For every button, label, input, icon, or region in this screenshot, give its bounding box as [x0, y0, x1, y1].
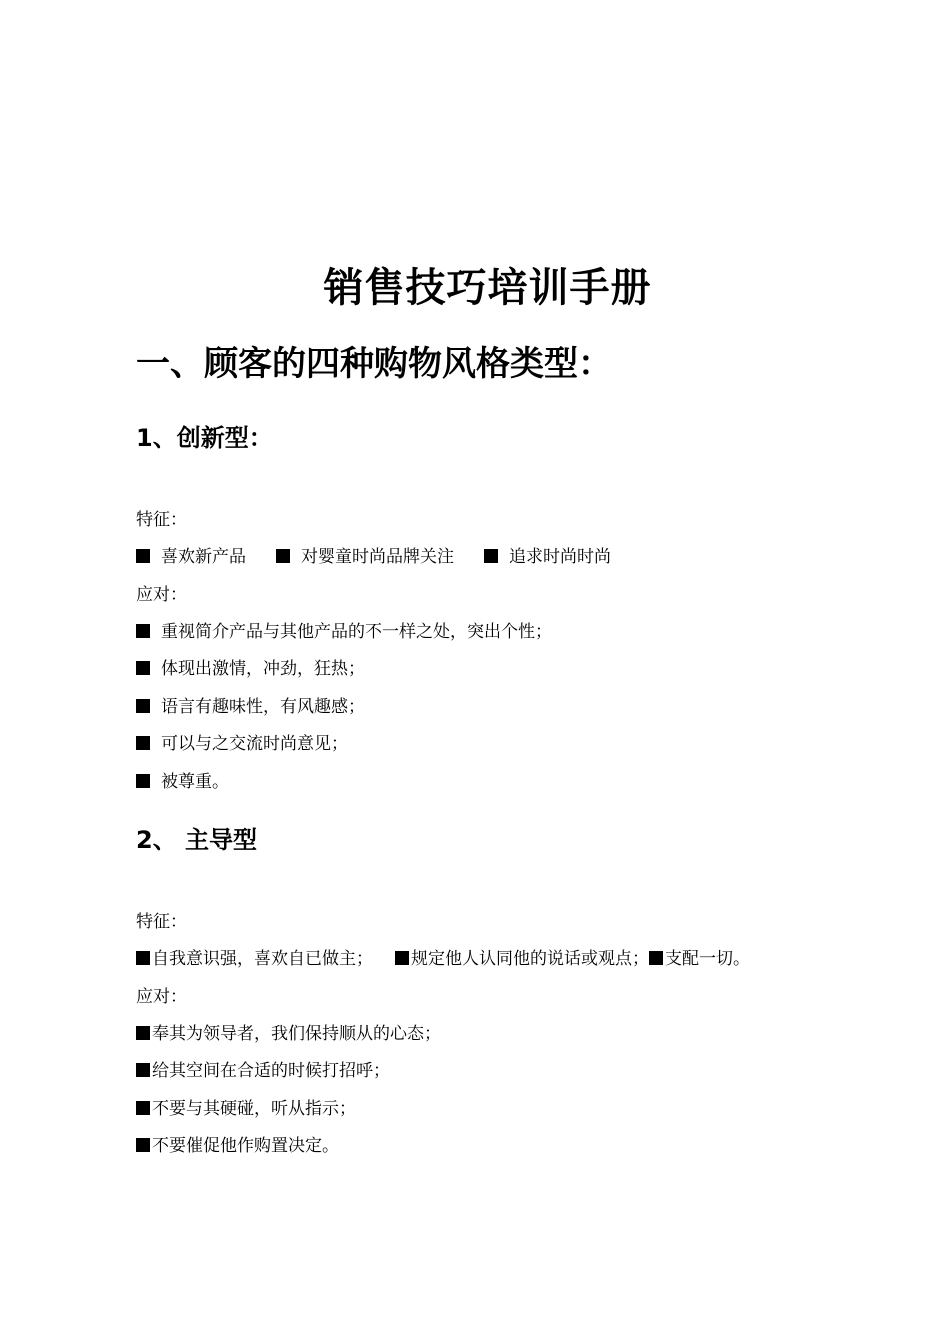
- response-text: 不要催促他作购置决定。: [152, 1136, 339, 1156]
- list-item: [136, 1059, 390, 1083]
- subsection-1-heading: 1、创新型：: [136, 424, 273, 452]
- black-square-bullet-icon: [136, 661, 150, 675]
- feature-text: 支配一切。: [665, 949, 750, 969]
- response-text: 奉其为领导者，我们保持顺从的心态；: [152, 1024, 441, 1044]
- black-square-bullet-icon: [136, 699, 150, 713]
- list-item: [136, 1097, 356, 1121]
- feature-item: [395, 947, 649, 971]
- black-square-bullet-icon: [136, 736, 150, 750]
- black-square-bullet-icon: [136, 1138, 150, 1152]
- response-text: 给其空间在合适的时候打招呼；: [152, 1061, 390, 1081]
- list-item: [136, 695, 365, 719]
- black-square-bullet-icon: [136, 1026, 150, 1040]
- black-square-bullet-icon: [276, 549, 290, 563]
- subsection-2-heading: 2、 主导型: [136, 826, 258, 854]
- list-item: [136, 732, 348, 756]
- response-text: 重视简介产品与其他产品的不一样之处，突出个性；: [161, 622, 552, 642]
- black-square-bullet-icon: [136, 774, 150, 788]
- response-text: 语言有趣味性，有风趣感；: [161, 697, 365, 717]
- feature-text: 喜欢新产品: [161, 547, 246, 567]
- feature-item: [649, 947, 750, 971]
- subsection-2-features-label: 特征：: [136, 912, 187, 932]
- feature-item: [484, 545, 611, 569]
- document-title: 销售技巧培训手册: [323, 265, 652, 311]
- response-text: 体现出激情，冲劲，狂热；: [161, 659, 365, 679]
- feature-text: 自我意识强，喜欢自已做主；: [152, 949, 373, 969]
- black-square-bullet-icon: [136, 951, 150, 965]
- feature-text: 对婴童时尚品牌关注: [301, 547, 454, 567]
- feature-item: [136, 947, 373, 971]
- list-item: [136, 770, 229, 794]
- black-square-bullet-icon: [136, 624, 150, 638]
- list-item: [136, 657, 365, 681]
- feature-item: [276, 545, 454, 569]
- subsection-2-features-row: [136, 947, 750, 971]
- black-square-bullet-icon: [136, 549, 150, 563]
- subsection-1-response-label: 应对：: [136, 585, 187, 605]
- section-title: 一、顾客的四种购物风格类型：: [136, 344, 612, 384]
- subsection-1-features-row: [136, 545, 611, 569]
- subsection-1-features-label: 特征：: [136, 510, 187, 530]
- black-square-bullet-icon: [136, 1063, 150, 1077]
- black-square-bullet-icon: [395, 951, 409, 965]
- black-square-bullet-icon: [136, 1101, 150, 1115]
- subsection-2-response-label: 应对：: [136, 987, 187, 1007]
- feature-text: 追求时尚时尚: [509, 547, 611, 567]
- black-square-bullet-icon: [649, 951, 663, 965]
- list-item: [136, 1022, 441, 1046]
- list-item: [136, 620, 552, 644]
- response-text: 可以与之交流时尚意见；: [161, 734, 348, 754]
- list-item: [136, 1134, 339, 1158]
- feature-item: [136, 545, 246, 569]
- response-text: 不要与其硬碰，听从指示；: [152, 1099, 356, 1119]
- response-text: 被尊重。: [161, 772, 229, 792]
- black-square-bullet-icon: [484, 549, 498, 563]
- feature-text: 规定他人认同他的说话或观点；: [411, 949, 649, 969]
